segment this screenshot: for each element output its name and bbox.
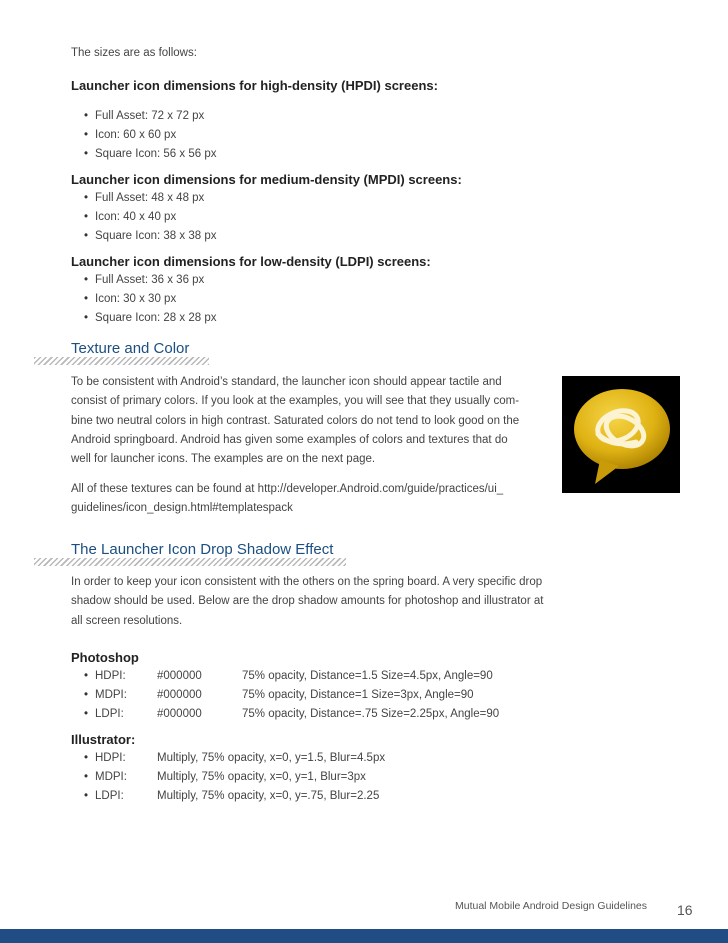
list-item: • Full Asset: 72 x 72 px [84,107,216,126]
shadow-section-title: The Launcher Icon Drop Shadow Effect [71,541,334,558]
mpdi-heading: Launcher icon dimensions for medium-density (MPDI) screens: [71,172,462,187]
texture-link-paragraph [71,480,561,519]
list-item: • Square Icon: 28 x 28 px [84,309,216,328]
text-line: bine two neutral colors in high contrast. Saturated colors do not tend to look good on the [71,414,520,427]
text-line: Android springboard. Android has given some examples of colors and textures that do [71,433,508,446]
text-line: guidelines/icon_design.html#templatespack [71,502,293,515]
row-label: • HDPI: [95,670,126,682]
ldpi-heading: Launcher icon dimensions for low-density (LDPI) screens: [71,254,431,269]
row-desc: 75% opacity, Distance=1 Size=3px, Angle=90 [242,689,474,701]
shadow-paragraph [71,573,581,631]
text-line: all screen resolutions. [71,614,183,627]
illustrator-heading: Illustrator: [71,732,136,747]
row-desc: Multiply, 75% opacity, x=0, y=1, Blur=3px [157,771,366,783]
hpdi-heading: Launcher icon dimensions for high-density (HPDI) screens: [71,78,438,93]
row-label: • MDPI: [95,771,127,783]
intro-text: The sizes are as follows: [71,47,197,59]
row-color: #000000 [157,708,202,720]
list-item [84,787,385,806]
footer-title: Mutual Mobile Android Design Guidelines [455,900,648,912]
row-desc: Multiply, 75% opacity, x=0, y=1.5, Blur=4.5px [157,752,386,764]
speech-bubble-knot-icon [562,376,680,493]
row-desc: Multiply, 75% opacity, x=0, y=.75, Blur=2.25 [157,790,380,802]
row-color: #000000 [157,670,202,682]
list-item [84,749,385,768]
text-line: To be consistent with Android’s standard, the launcher icon should appear tactile and [71,376,502,388]
photoshop-list [84,667,499,724]
text-line: shadow should be used. Below are the drop shadow amounts for photoshop and illustrator at [71,595,544,608]
row-label: • HDPI: [95,752,126,764]
section-divider [34,357,209,365]
illustrator-list [84,749,385,806]
footer-bar [0,929,728,943]
list-item [84,768,385,787]
list-item: • Square Icon: 56 x 56 px [84,145,216,164]
list-item: • Icon: 40 x 40 px [84,208,216,227]
row-desc: 75% opacity, Distance=.75 Size=2.25px, Angle=90 [242,708,500,720]
mpdi-list [84,189,216,246]
text-line: In order to keep your icon consistent with the others on the spring board. A very specific drop [71,576,543,588]
list-item [84,705,499,724]
list-item: • Square Icon: 38 x 38 px [84,227,216,246]
text-line: consist of primary colors. If you look at the examples, you will see that they usually com- [71,395,520,408]
text-line: All of these textures can be found at http://developer.Android.com/guide/practices/ui_ [71,483,504,495]
photoshop-heading: Photoshop [71,650,139,665]
hpdi-list [84,107,216,164]
list-item: • Full Asset: 48 x 48 px [84,189,216,208]
row-desc: 75% opacity, Distance=1.5 Size=4.5px, Angle=90 [242,670,493,682]
row-label: • LDPI: [95,790,124,802]
texture-paragraph [71,373,561,469]
row-color: #000000 [157,689,202,701]
row-label: • LDPI: [95,708,124,720]
page-number: 16 [677,902,693,918]
text-line: well for launcher icons. The examples are on the next page. [71,453,376,466]
list-item [84,686,499,705]
ldpi-list [84,271,216,328]
texture-section-title: Texture and Color [71,340,190,357]
list-item: • Icon: 60 x 60 px [84,126,216,145]
list-item: • Full Asset: 36 x 36 px [84,271,216,290]
list-item: • Icon: 30 x 30 px [84,290,216,309]
row-label: • MDPI: [95,689,127,701]
list-item [84,667,499,686]
section-divider [34,558,346,566]
